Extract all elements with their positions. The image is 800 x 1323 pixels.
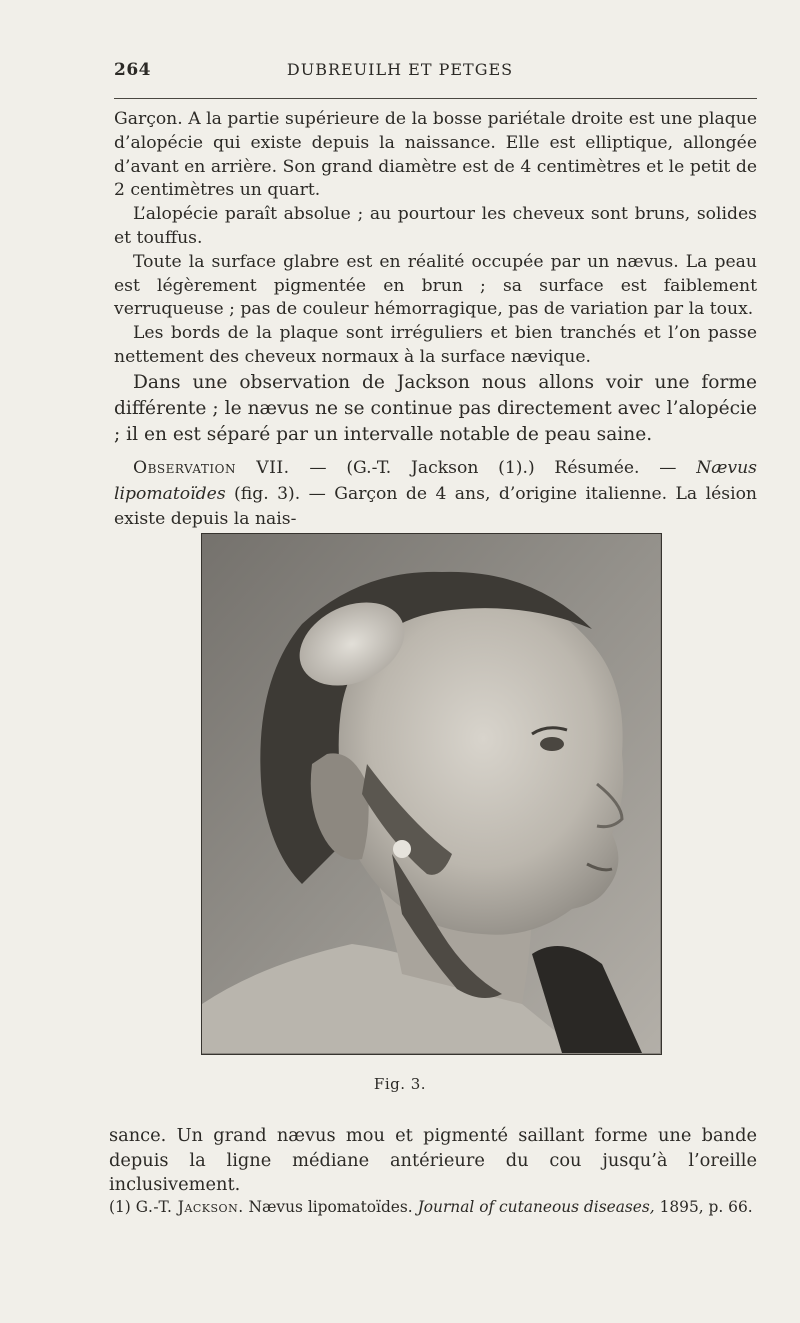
continuation-text xyxy=(109,1124,757,1198)
figure-caption: Fig. 3. xyxy=(373,1075,427,1093)
observation-text: (fig. 3). — Garçon de 4 ans, d’origine italienne. La lésion existe depuis la nais- xyxy=(114,483,757,529)
paragraph: Garçon. A la partie supérieure de la bosse pariétale droite est une plaque d’alopécie qui existe depuis la naissance. Elle est elliptique, allongée d’avant en arrière. Son grand diamètre est de 4 centimètres et le petit de 2 centimètres un quart. xyxy=(114,109,757,201)
paragraph: L’alopécie paraît absolue ; au pourtour les cheveux sont bruns, solides et touffus. xyxy=(114,204,757,248)
footnote-marker: (1) xyxy=(109,1198,136,1216)
footnote-author: G.-T. Jackson. xyxy=(135,1198,244,1216)
paragraph: sance. Un grand nævus mou et pigmenté saillant forme une bande depuis la ligne médiane antérieure du cou jusqu’à l’oreille inclusivement. xyxy=(109,1125,757,1196)
observation-source: — (G.-T. Jackson (1).) Résumée. — xyxy=(289,458,697,478)
observation-title: Nævus lipomatoïdes xyxy=(114,458,757,504)
page-number: 264 xyxy=(114,60,151,80)
paragraph: Dans une observation de Jackson nous allons voir une forme différente ; le nævus ne se continue pas directement avec l’alopécie ; il en est séparé par un intervalle notable de peau saine. xyxy=(114,371,757,445)
footnote xyxy=(109,1196,757,1218)
header-rule xyxy=(114,98,757,99)
figure-photograph xyxy=(201,533,662,1055)
observation-paragraph xyxy=(114,456,757,533)
body-text xyxy=(114,108,757,448)
footnote-rest: 1895, p. 66. xyxy=(654,1198,753,1216)
running-head: DUBREUILH ET PETGES xyxy=(286,60,514,79)
footnote-journal: Journal of cutaneous diseases, xyxy=(417,1198,655,1216)
observation-label: Observation VII. xyxy=(133,458,290,478)
footnote-text xyxy=(109,1196,757,1218)
paragraph: Les bords de la plaque sont irréguliers et bien tranchés et l’on passe nettement des cheveux normaux à la surface nævique. xyxy=(114,323,757,367)
paragraph: Toute la surface glabre est en réalité occupée par un nævus. La peau est légèrement pigmentée en brun ; sa surface est faiblement verruqueuse ; pas de couleur hémorragique, pas de variation par la toux. xyxy=(114,251,757,320)
footnote-title: Nævus lipomatoïdes. xyxy=(243,1198,418,1216)
photo-illustration xyxy=(202,534,660,1053)
